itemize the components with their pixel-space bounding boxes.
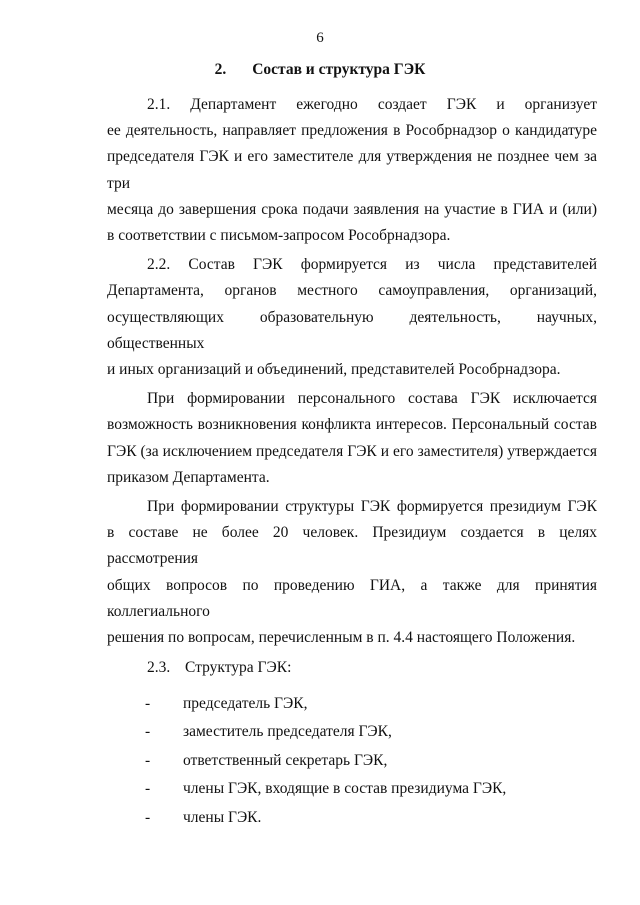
structure-title: Структура ГЭК: (185, 659, 292, 677)
text-line: и иных организаций и объединений, представителей Рособрнадзора. (107, 361, 561, 379)
structure-list (107, 689, 597, 832)
list-dash: - (145, 723, 151, 741)
structure-heading (107, 655, 597, 681)
list-dash: - (145, 808, 151, 826)
text-line: 2.2. Состав ГЭК формируется из числа представителей (147, 256, 597, 274)
text-line: При формировании структуры ГЭК формируется президиум ГЭК (147, 498, 597, 516)
paragraph (107, 252, 597, 383)
structure-number: 2.3. (147, 659, 171, 677)
list-dash: - (145, 780, 151, 798)
text-line: осуществляющих образовательную деятельность, научных, общественных (107, 308, 597, 352)
text-line: ГЭК (за исключением председателя ГЭК и его заместителя) утверждается (107, 442, 597, 460)
list-item-text: председатель ГЭК, (183, 694, 308, 712)
paragraph (107, 386, 597, 491)
text-line: возможность возникновения конфликта интересов. Персональный состав (107, 416, 597, 434)
list-item (107, 689, 597, 718)
text-line: общих вопросов по проведению ГИА, а также для принятия коллегиального (107, 576, 597, 620)
list-item-text: члены ГЭК. (183, 808, 262, 826)
list-item (107, 746, 597, 775)
text-line: 2.1. Департамент ежегодно создает ГЭК и организует (147, 96, 597, 113)
list-dash: - (145, 751, 151, 769)
list-item (107, 718, 597, 747)
list-dash: - (145, 694, 151, 712)
list-item-text: ответственный секретарь ГЭК, (183, 751, 388, 769)
text-line: месяца до завершения срока подачи заявления на участие в ГИА и (или) (107, 200, 597, 218)
page-number: 6 (316, 30, 324, 46)
list-item (107, 775, 597, 804)
text-line: в составе не более 20 человек. Президиум создается в целях рассмотрения (107, 524, 597, 568)
section-number: 2. (214, 61, 227, 78)
text-line: При формировании персонального состава ГЭК исключается (147, 390, 597, 408)
list-item-text: члены ГЭК, входящие в состав президиума ГЭК, (183, 780, 507, 798)
text-line: решения по вопросам, перечисленным в п. 4.4 настоящего Положения. (107, 629, 576, 647)
text-line: ее деятельность, направляет предложения в Рособрнадзор о кандидатуре (107, 122, 597, 140)
text-line: председателя ГЭК и его заместителе для утверждения не позднее чем за три (107, 148, 597, 192)
section-title: Состав и структура ГЭК (252, 61, 426, 78)
text-line: в соответствии с письмом-запросом Рособрнадзора. (107, 227, 451, 245)
text-line: Департамента, органов местного самоуправления, организаций, (107, 282, 597, 300)
list-item (107, 803, 597, 832)
section-heading (0, 61, 640, 79)
list-item-text: заместитель председателя ГЭК, (183, 723, 392, 741)
text-line: приказом Департамента. (107, 468, 270, 486)
paragraphs (107, 92, 597, 651)
document-body (107, 92, 597, 832)
paragraph (107, 494, 597, 651)
paragraph (107, 92, 597, 249)
